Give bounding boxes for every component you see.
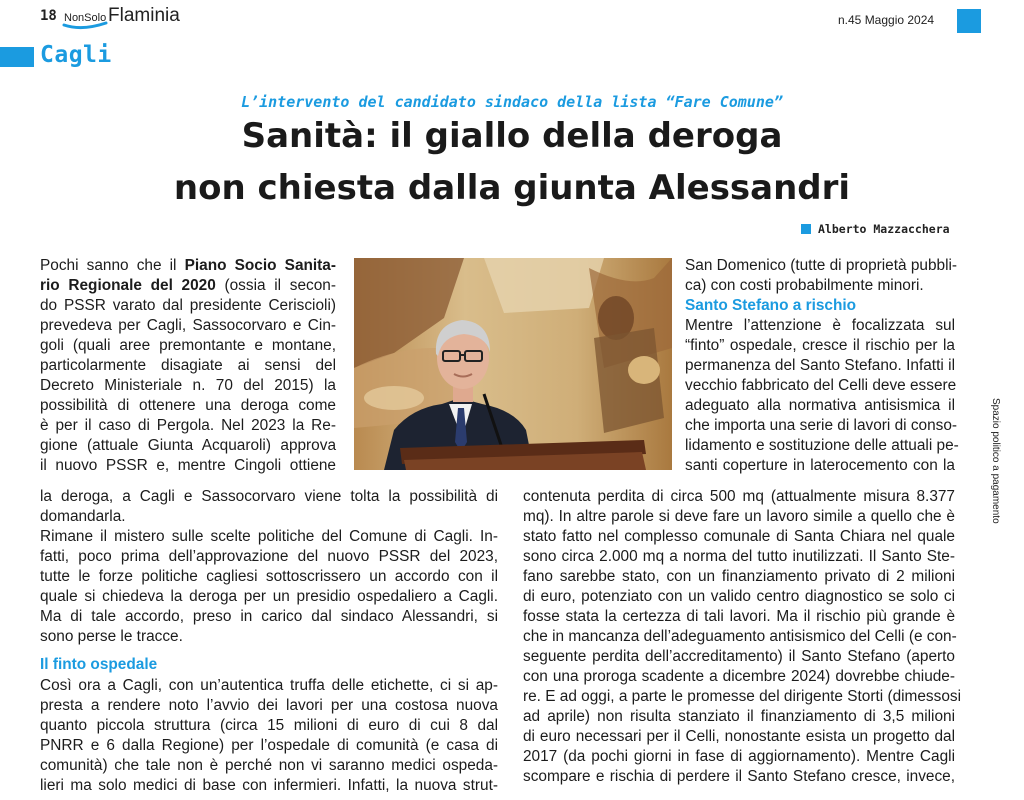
col3-line: adeguato alla normativa antisismica il <box>685 397 955 414</box>
col3-line: “finto” ospedale, cresce il rischio per la <box>685 337 955 354</box>
col3-lower-line: contenuta perdita di circa 500 mq (attualmente misura 8.377 <box>523 488 955 505</box>
svg-text:Flaminia: Flaminia <box>108 5 180 26</box>
col1-line: gione (attuale Giunta Acquaroli) approva <box>40 437 336 454</box>
col3-lower-line: sono circa 2.000 mq a norma del tutto inutilizzati. Il Santo Ste- <box>523 548 955 565</box>
author-name: Alberto Mazzacchera <box>818 222 950 236</box>
col3-lower-line: fano sarebbe stato, con un finanziamento privato di 2 milioni <box>523 568 955 585</box>
col1-line: rio Regionale del 2020 (ossia il secon- <box>40 277 336 294</box>
col1-line: prevedeva per Cagli, Sassocorvaro e Cin- <box>40 317 336 334</box>
col1-wide-line: la deroga, a Cagli e Sassocorvaro viene tolta la possibilità di <box>40 488 498 505</box>
col3-lower-line: di euro, potenziato con un valido centro diagnostico se solo ci <box>523 588 955 605</box>
subheading-santo-stefano: Santo Stefano a rischio <box>685 297 857 314</box>
col1-line: Decreto Ministeriale n. 70 del 2015) la <box>40 377 336 394</box>
article-title-line2: non chiesta dalla giunta Alessandri <box>173 168 851 208</box>
col3-lower-line: re. E ad oggi, a parte le promesse del dirigente Storti (dimessosi <box>523 688 961 705</box>
section-bar <box>0 47 34 67</box>
col1-wide-line: fatti, poco prima dell’approvazione del nuovo PSSR del 2023, <box>40 548 498 565</box>
col1-line: goli (quali aree premontante e montane, <box>40 337 336 354</box>
corner-marker <box>957 9 981 33</box>
col1-lower-line: Così ora a Cagli, con un’autentica truffa delle etichette, ci si ap- <box>40 677 498 694</box>
article-kicker: L’intervento del candidato sindaco della lista “Fare Comune” <box>241 93 783 111</box>
col3-lower-line: seguente perdita dell’accreditamento) il Santo Stefano (aperto <box>523 648 955 665</box>
nonsoloflaminia-logo <box>62 3 222 33</box>
col3-lower-line: mq). In altre parole si deve fare un lavoro simile a quello che è <box>523 508 955 525</box>
col3-line: ca) con costi probabilmente minori. <box>685 277 924 294</box>
col1-lower-line: lieri ma solo medici di base con infermieri. Infatti, la nuova strut- <box>40 777 498 794</box>
col1-line: possibilità di ottenere una deroga come <box>40 397 336 414</box>
col3-line: santi coperture in laterocemento con la <box>685 457 955 474</box>
col1-wide-line: quale si chiedeva la deroga per un presidio ospedaliero a Cagli. <box>40 588 498 605</box>
subheading-finto-ospedale: Il finto ospedale <box>40 656 158 673</box>
page-number: 18 <box>40 8 57 24</box>
col1-lower-line: PNRR e 6 dalla Regione) per l’ospedale di comunità (e casa di <box>40 737 498 754</box>
col3-lower-line: stato fatto nel complesso comunale di Santa Chiara nel quale <box>523 528 955 545</box>
candidate-photo <box>354 258 672 470</box>
col1-line: do PSSR varato dal presidente Ceriscioli) <box>40 297 336 314</box>
section-title: Cagli <box>40 42 112 68</box>
col3-line: permanenza del Santo Stefano. Infatti il <box>685 357 955 374</box>
col3-lower-line: 2017 (da pochi giorni in fase di aggiornamento). Mentre Cagli <box>523 748 955 765</box>
col1-line: Pochi sanno che il Piano Socio Sanita- <box>40 257 336 274</box>
col1-line: particolarmente disagiate ai sensi del <box>40 357 336 374</box>
col1-line: il nuovo PSSR e, mentre Cingoli ottiene <box>40 457 336 474</box>
issue-info: n.45 Maggio 2024 <box>838 13 935 27</box>
svg-text:NonSolo: NonSolo <box>64 12 107 24</box>
col3-lower-line: di euro necessari per il Celli, nonostante esista un progetto dal <box>523 728 955 745</box>
col3-line: vecchio fabbricato del Celli deve essere <box>685 377 957 394</box>
col3-line: che importa una serie di lavori di conso- <box>685 417 958 434</box>
col1-wide-line: Ma di tale accordo, preso in carico dal sindaco Alessandri, si <box>40 608 498 625</box>
author-marker <box>801 224 811 234</box>
col3-lower-line: fosse stata la certezza di tali lavori. Ma il rischio più grande è <box>523 608 955 625</box>
col1-lower-line: comunità) che tale non è perché non vi saranno medici ospeda- <box>40 757 498 774</box>
col3-lower-line: ad aprile) non risulta stanziato il finanziamento di 3,5 milioni <box>523 708 955 725</box>
col3-lower-line: con una proroga scadente a dicembre 2024) dovrebbe chiude- <box>523 668 955 685</box>
col1-lower-line: presta a rendere noto l’avvio dei lavori per una costosa nuova <box>40 697 498 714</box>
col3-lower-line: scompare e rischia di perdere il Santo Stefano cresce, invece, <box>523 768 955 785</box>
col3-line: Mentre l’attenzione è focalizzata sul <box>685 317 955 334</box>
col3-line: lidamento e sostituzione delle attuali pe- <box>685 437 959 454</box>
article-title-line1: Sanità: il giallo della deroga <box>241 116 783 156</box>
col3-line: San Domenico (tutte di proprietà pubbli- <box>685 257 958 274</box>
col1-wide-line: Rimane il mistero sulle scelte politiche del Comune di Cagli. In- <box>40 528 498 545</box>
col3-lower-line: che in mancanza dell’adeguamento antisismico del Celli (e con- <box>523 628 957 645</box>
col1-line: è per il caso di Pergola. Nel 2023 la Re- <box>40 417 336 434</box>
col1-wide-line: sono perse le tracce. <box>40 628 183 645</box>
col1-wide-line: domandarla. <box>40 508 126 525</box>
col1-lower-line: quanto piccola struttura (circa 15 milioni di euro di cui 8 dal <box>40 717 498 734</box>
paid-political-space-note: Spazio politico a pagamento <box>990 398 1001 524</box>
col1-wide-line: tutte le forze politiche cagliesi sottoscrissero un accordo con il <box>40 568 498 585</box>
